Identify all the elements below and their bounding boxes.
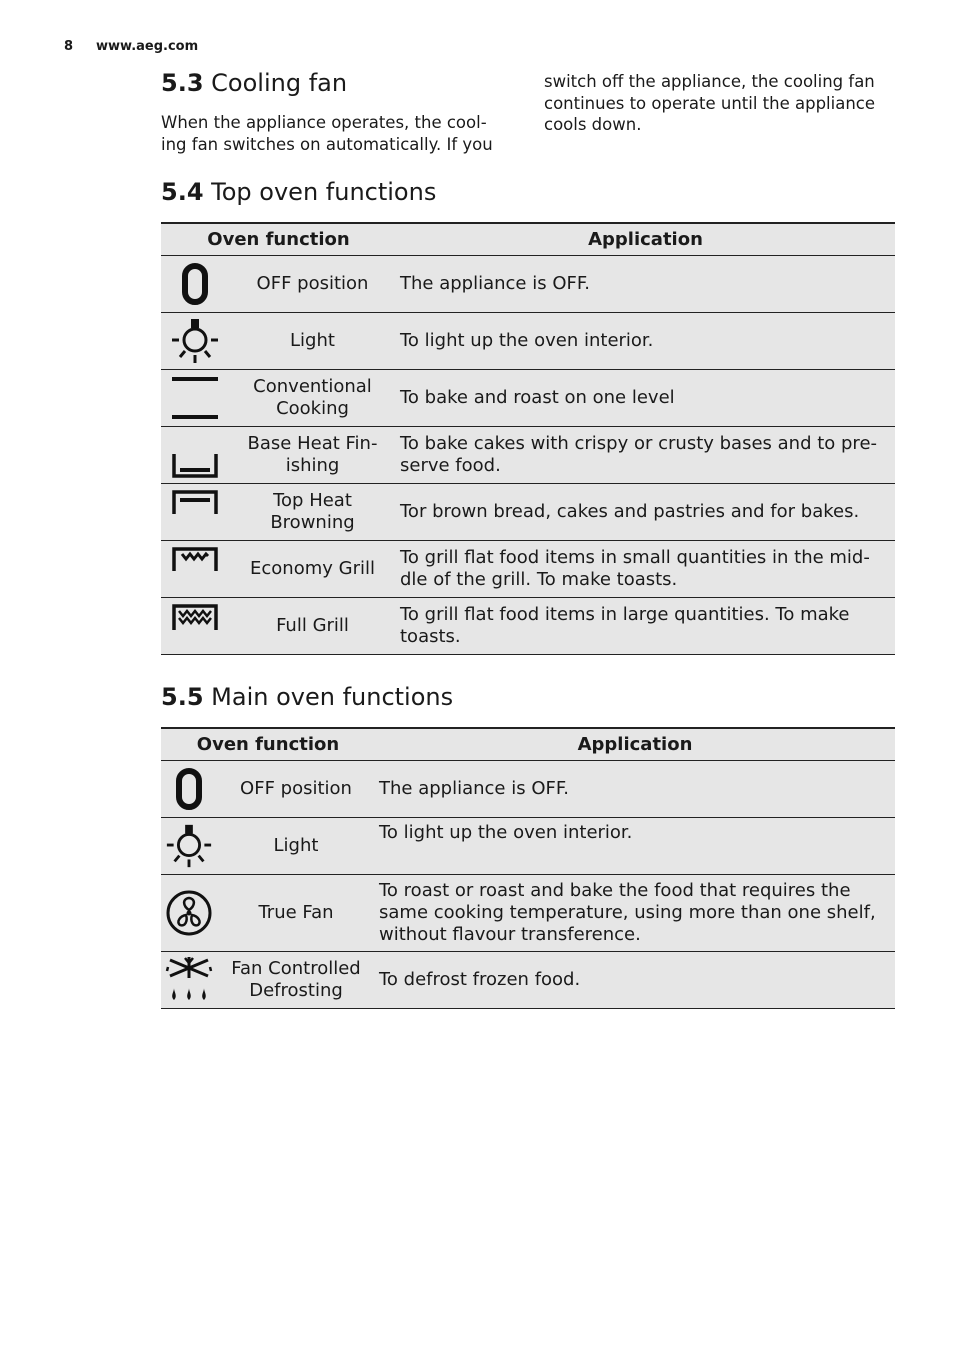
section-number: 5.3 [161,69,204,97]
cooling-fan-paragraph-left: When the appliance operates, the cool-ing fan switches on automatically. If you [161,113,493,154]
function-application: To defrost frozen food. [375,952,895,1009]
section-number: 5.5 [161,683,204,711]
table-row [161,761,895,818]
table-row [161,313,895,370]
table-row [161,427,895,484]
column-header-application: Application [396,223,895,256]
top-oven-functions-table [161,222,895,655]
function-application: The appliance is OFF. [396,256,895,313]
function-name: Fan Controlled Defrosting [217,952,375,1009]
function-name: Economy Grill [229,541,396,598]
function-application: To bake and roast on one level [396,370,895,427]
function-application: To grill flat food items in small quantities in the mid-dle of the grill. To make toasts. [396,541,895,598]
function-name: True Fan [217,875,375,952]
full-grill-icon [161,598,229,655]
function-name: Light [217,818,375,875]
column-header-function: Oven function [161,223,396,256]
zero-off-icon [161,256,229,313]
section-number: 5.4 [161,178,204,206]
main-oven-functions-table [161,727,895,1009]
function-name: Base Heat Fin-ishing [229,427,396,484]
top-heat-icon [161,484,229,541]
section-title: Cooling fan [211,69,348,97]
function-name: Light [229,313,396,370]
light-bulb-icon [161,818,217,875]
website-url: www.aeg.com [96,39,199,54]
defrost-icon [161,952,217,1009]
table-row [161,818,895,875]
column-header-application: Application [375,728,895,761]
table-row [161,875,895,952]
zero-off-icon [161,761,217,818]
function-application: To grill flat food items in large quantities. To make toasts. [396,598,895,655]
conventional-cooking-icon [161,370,229,427]
column-header-function: Oven function [161,728,375,761]
function-application: To light up the oven interior. [396,313,895,370]
section-title: Main oven functions [211,683,454,711]
page-number: 8 [64,39,74,54]
function-application: To light up the oven interior. [375,818,895,875]
function-application: To roast or roast and bake the food that requires the same cooking temperature, using more than one shelf, without flavour transference. [375,875,895,952]
section-5-4-heading [161,178,436,206]
table-row [161,484,895,541]
table-row [161,541,895,598]
base-heat-icon [161,427,229,484]
table-row [161,256,895,313]
light-bulb-icon [161,313,229,370]
table-row [161,370,895,427]
function-name: OFF position [217,761,375,818]
table-row [161,952,895,1009]
section-5-3-heading [161,69,347,97]
true-fan-icon [161,875,217,952]
function-name: Conventional Cooking [229,370,396,427]
function-application: Tor brown bread, cakes and pastries and for bakes. [396,484,895,541]
section-5-5-heading [161,683,453,711]
function-application: To bake cakes with crispy or crusty bases and to pre-serve food. [396,427,895,484]
economy-grill-icon [161,541,229,598]
function-name: Top Heat Browning [229,484,396,541]
function-application: The appliance is OFF. [375,761,895,818]
table-row [161,598,895,655]
cooling-fan-paragraph-right: switch off the appliance, the cooling fan continues to operate until the appliance cools down. [544,72,876,134]
function-name: OFF position [229,256,396,313]
function-name: Full Grill [229,598,396,655]
section-title: Top oven functions [211,178,437,206]
